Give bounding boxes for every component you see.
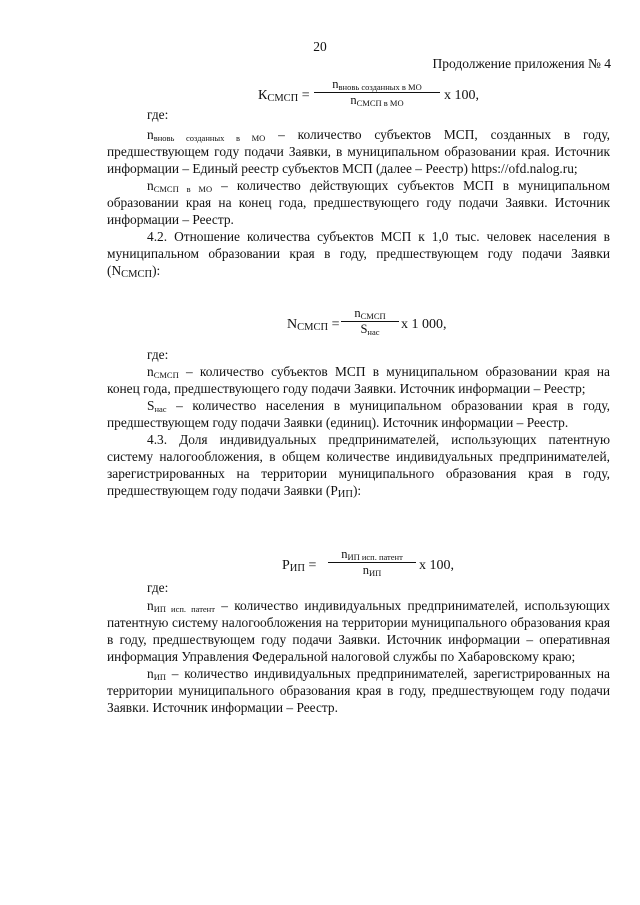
variable-subscript: ИП исп. патент <box>153 604 215 614</box>
variable-subscript: нас <box>154 404 167 414</box>
equals-sign: = <box>304 558 317 573</box>
numerator-subscript: ИП исп. патент <box>347 552 403 562</box>
formula-symbol: Р <box>282 558 290 573</box>
definition-active-msp <box>107 177 610 228</box>
variable-symbol: n <box>147 364 154 379</box>
where-label: где: <box>147 107 169 122</box>
fraction-numerator <box>341 306 399 321</box>
formula-multiplier: x 100, <box>444 88 479 103</box>
fraction-denominator <box>328 563 416 578</box>
definition-text: – количество индивидуальных предпринимателей, зарегистрированных на территории муниципального образования края в году, предшествующем году подачи Заявки. Источник информации – Реестр. <box>107 666 610 715</box>
section-text: 4.2. Отношение количества субъектов МСП к 1,0 тыс. человек населения в муниципальном образовании края в году, предшествующем году подачи Заявки (N <box>107 229 610 278</box>
variable-symbol: S <box>147 398 155 413</box>
formula-multiplier: x 1 000, <box>401 317 447 332</box>
section-4-2 <box>107 228 610 279</box>
fraction-numerator <box>314 77 440 92</box>
formula-symbol-subscript: СМСП <box>267 93 299 104</box>
formula-fraction <box>314 77 440 108</box>
section-text-end: ): <box>352 483 362 498</box>
formula-symbol: К <box>258 88 268 103</box>
variable-symbol: n <box>147 666 154 681</box>
appendix-continuation-label: Продолжение приложения № 4 <box>432 56 611 71</box>
definition-text: – количество населения в муниципальном образовании края в году, предшествующем году подачи Заявки (единиц). Источник информации – Реестр. <box>107 398 610 430</box>
denominator-symbol: S <box>360 322 368 336</box>
formula-nsmsp <box>287 306 487 346</box>
page-number: 20 <box>313 39 327 54</box>
section-subscript: ИП <box>337 489 353 500</box>
definition-text: – количество действующих субъектов МСП в муниципальном образовании края на конец года, предшествующего году подачи Заявки. Источник информации – Реестр. <box>107 178 610 227</box>
numerator-subscript: вновь созданных в МО <box>338 82 422 92</box>
equals-sign: = <box>298 88 310 103</box>
numerator-symbol: n <box>354 306 361 320</box>
formula-pip <box>282 547 502 587</box>
formula-lhs <box>287 316 339 333</box>
numerator-subscript: СМСП <box>360 311 386 321</box>
definition-block-1 <box>107 126 610 279</box>
definition-block-2 <box>107 363 610 499</box>
formula-ksmsp <box>258 77 498 117</box>
equals-sign: = <box>328 317 340 332</box>
fraction-numerator <box>328 547 416 562</box>
variable-subscript: ИП <box>153 672 166 682</box>
formula-fraction <box>328 547 416 578</box>
definition-text: – количество субъектов МСП в муниципальном образовании края на конец года, предшествующего году подачи Заявки. Источник информации – Реестр; <box>107 364 610 396</box>
denominator-symbol: n <box>350 93 357 107</box>
where-label: где: <box>147 347 169 362</box>
section-text-end: ): <box>152 263 161 278</box>
variable-symbol: n <box>147 127 154 142</box>
definition-msp-count <box>107 363 610 397</box>
variable-subscript: СМСП <box>153 370 179 380</box>
definition-population <box>107 397 610 431</box>
formula-symbol-subscript: ИП <box>289 563 305 574</box>
definition-block-3 <box>107 597 610 716</box>
variable-symbol: n <box>147 178 154 193</box>
numerator-symbol: n <box>341 547 348 561</box>
numerator-symbol: n <box>332 77 339 91</box>
variable-symbol: n <box>147 598 154 613</box>
formula-lhs <box>258 87 310 104</box>
denominator-subscript: ИП <box>368 568 382 578</box>
definition-new-msp <box>107 126 610 177</box>
formula-symbol: N <box>287 317 298 332</box>
formula-multiplier: x 100, <box>419 558 454 573</box>
section-4-3 <box>107 431 610 499</box>
formula-fraction <box>341 306 399 337</box>
formula-symbol-subscript: СМСП <box>297 322 329 333</box>
where-label: где: <box>147 580 169 595</box>
section-text: 4.3. Доля индивидуальных предпринимателей, использующих патентную систему налогообложения, в общем количестве индивидуальных предпринимателей, зарегистрированных на территории муниципального образования края в году, предшествующем году подачи Заявки (Р <box>107 432 610 498</box>
definition-ip-total <box>107 665 610 716</box>
formula-lhs <box>282 557 316 574</box>
denominator-symbol: n <box>362 563 369 577</box>
definition-text: – количество субъектов МСП, созданных в году, предшествующем году подачи Заявки, в муниципальном образовании края. Источник информации – Единый реестр субъектов МСП (далее – Реестр) https://ofd.nalog.ru; <box>107 127 610 176</box>
variable-subscript: вновь созданных в МО <box>153 133 266 143</box>
definition-text: – количество индивидуальных предпринимателей, использующих патентную систему налогообложения на территории муниципального образования края в году, предшествующем году подачи Заявки. Источник информации – оперативная информация Управления Федеральной налоговой службы по Хабаровскому краю; <box>107 598 610 664</box>
variable-subscript: СМСП в МО <box>153 184 213 194</box>
fraction-denominator <box>314 93 440 108</box>
definition-ip-patent <box>107 597 610 665</box>
denominator-subscript: нас <box>367 327 380 337</box>
denominator-subscript: СМСП в МО <box>356 98 404 108</box>
section-subscript: СМСП <box>121 269 153 280</box>
fraction-denominator <box>341 322 399 337</box>
